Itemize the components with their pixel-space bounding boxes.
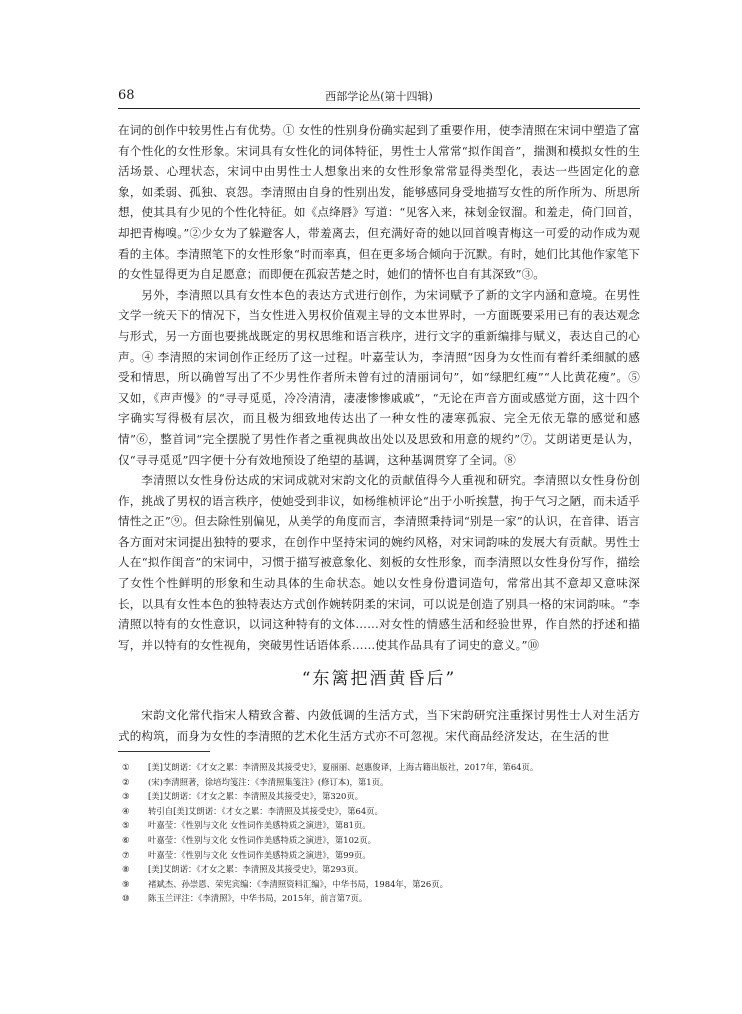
paragraph: 宋韵文化常代指宋人精致含蓄、内敛低调的生活方式，当下宋韵研究注重探讨男性士人对生活方式的构筑，而身为女性的李清照的艺术化生活方式亦不可忽视。宋代商品经济发达，在生活的世	[118, 708, 640, 744]
footnote-mark: ③	[122, 791, 130, 802]
footnote-mark: ④	[122, 805, 130, 816]
footnotes	[118, 760, 640, 906]
footnote	[118, 848, 640, 863]
footnote	[118, 833, 640, 848]
footnote-mark: ⑤	[122, 820, 130, 831]
footnote-text: [美]艾朗诺：《才女之累：李清照及其接受史》，第293页。	[148, 864, 364, 875]
paragraph: 另外，李清照以具有女性本色的表达方式进行创作，为宋词赋予了新的文字内涵和意境。在男性文学一统天下的情况下，当女性进入男权价值观主导的文本世界时，一方面既要采用已有的表达观念与形式，另一方面也要挑战既定的男权思维和语言秩序，进行文字的重新编排与赋义，表达自己的心声。④ 李清照的宋词创作正经历了这一过程。叶嘉莹认为，李清照“因身为女性而有着纤柔细腻的感受和情思，所以确曾写出了不少男性作者所未曾有过的清丽词句”，如“绿肥红瘦”“人比黄花瘦”。⑤ 又如，《声声慢》的“寻寻觅觅，冷冷清清，凄凄惨惨戚戚”，“无论在声音方面或感觉方面，这十四个字确实写得极有层次，而且极为细致地传达出了一种女性的凄寒孤寂、完全无依无靠的感觉和感情”⑥，整首词“完全摆脱了男性作者之重视典故出处以及思致和用意的规约”⑦。艾朗诺更是认为，仅“寻寻觅觅”四字便十分有效地预设了绝望的基调，这种基调贯穿了全词。⑧	[118, 287, 640, 467]
footnote	[118, 891, 640, 906]
footnote	[118, 775, 640, 790]
footnote-text: [美]艾朗诺：《才女之累：李清照及其接受史》，第320页。	[148, 791, 364, 802]
footnote-mark: ①	[122, 762, 130, 772]
footnote-divider	[118, 751, 210, 752]
footnote-text: 褚斌杰、孙崇恩、荣宪宾编：《李清照资料汇编》，中华书局，1984年，第26页。	[148, 878, 448, 889]
paragraph: 李清照以女性身份达成的宋词成就对宋韵文化的贡献值得今人重视和研究。李清照以女性身份创作，挑战了男权的语言秩序，使她受到非议，如杨维桢评论“出于小听挨慧，拘于气习之陋，而未适乎情性之正”⑨。但去除性别偏见，从美学的角度而言，李清照秉持词“别是一家”的认识，在音律、语言各方面对宋词提出独特的要求，在创作中坚持宋词的婉约风格，对宋词韵味的发展大有贡献。男性士人在“拟作闺音”的宋词中，习惯于描写被意象化、刻板的女性形象，而李清照以女性身份写作，描绘了女性个性鲜明的形象和生动具体的生命状态。她以女性身份遣词造句，常常出其不意却又意味深长，以具有女性本色的独特表达方式创作婉转阴柔的宋词，可以说是创造了别具一格的宋词韵味。“李清照以特有的女性意识，以词这种特有的文体……对女性的情感生活和经验世界，作自然的抒述和描写，并以特有的女性视角，突破男性话语体系……使其作品具有了词史的意义。”⑩	[118, 473, 640, 652]
footnote	[118, 877, 640, 892]
footnote-text: (宋)李清照著，徐培均笺注：《李清照集笺注》(修订本)，第1页。	[148, 776, 389, 787]
footnote-text: 转引自[美]艾朗诺：《才女之累：李清照及其接受史》，第64页。	[148, 805, 383, 816]
page-number: 68	[118, 88, 135, 103]
footnote-text: [美]艾朗诺：《才女之累：李清照及其接受史》，夏丽丽、赵惠俊译，上海古籍出版社，2017年，第64页。	[148, 762, 539, 772]
page-header	[118, 86, 640, 109]
footnote-mark: ②	[122, 776, 130, 787]
footnote-mark: ⑩	[122, 893, 130, 904]
footnote-text: 叶嘉莹：《性别与文化 女性词作美感特质之演进》，第81页。	[148, 820, 371, 831]
paragraph: 在词的创作中较男性占有优势。① 女性的性别身份确实起到了重要作用，使李清照在宋词中塑造了富有个性化的女性形象。宋词具有女性化的词体特征，男性士人常常“拟作闺音”，揣测和模拟女性的生活场景、心理状态，宋词中由男性士人想象出来的女性形象常常显得类型化，表达一些固定化的意象，如柔弱、孤独、哀怨。李清照由自身的性别出发，能够感同身受地描写女性的所作所为、所思所想，使其具有少见的个性化特征。如《点绛唇》写道：“见客入来，袜刬金钗溜。和羞走，倚门回首，却把青梅嗅。”②少女为了躲避客人，带羞离去，但充满好奇的她以回首嗅青梅这一可爱的动作成为观看的主体。李清照笔下的女性形象“时而率真，但在更多场合倾向于沉默。有时，她们比其他作家笔下的女性显得更为自足愿意；而即便在孤寂苦楚之时，她们的情怀也自有其深致”③。	[118, 123, 640, 282]
footnote-mark: ⑥	[122, 834, 130, 845]
footnote	[118, 804, 640, 819]
footnote	[118, 760, 640, 775]
footnote-text: 陈玉兰评注：《李清照》，中华书局，2015年，前言第7页。	[148, 893, 368, 904]
footnote	[118, 818, 640, 833]
footnote	[118, 862, 640, 877]
footnote-text: 叶嘉莹：《性别与文化 女性词作美感特质之演进》，第99页。	[148, 849, 371, 860]
body-text	[118, 120, 640, 747]
running-title: 西部学论丛(第十四辑)	[325, 90, 433, 103]
footnote-mark: ⑧	[122, 864, 130, 875]
section-heading: “东篱把酒黄昏后”	[301, 669, 457, 690]
footnote-mark: ⑨	[122, 878, 130, 889]
footnote-mark: ⑦	[122, 849, 130, 860]
footnote	[118, 789, 640, 804]
footnote-text: 叶嘉莹：《性别与文化 女性词作美感特质之演进》，第102页。	[148, 834, 377, 845]
